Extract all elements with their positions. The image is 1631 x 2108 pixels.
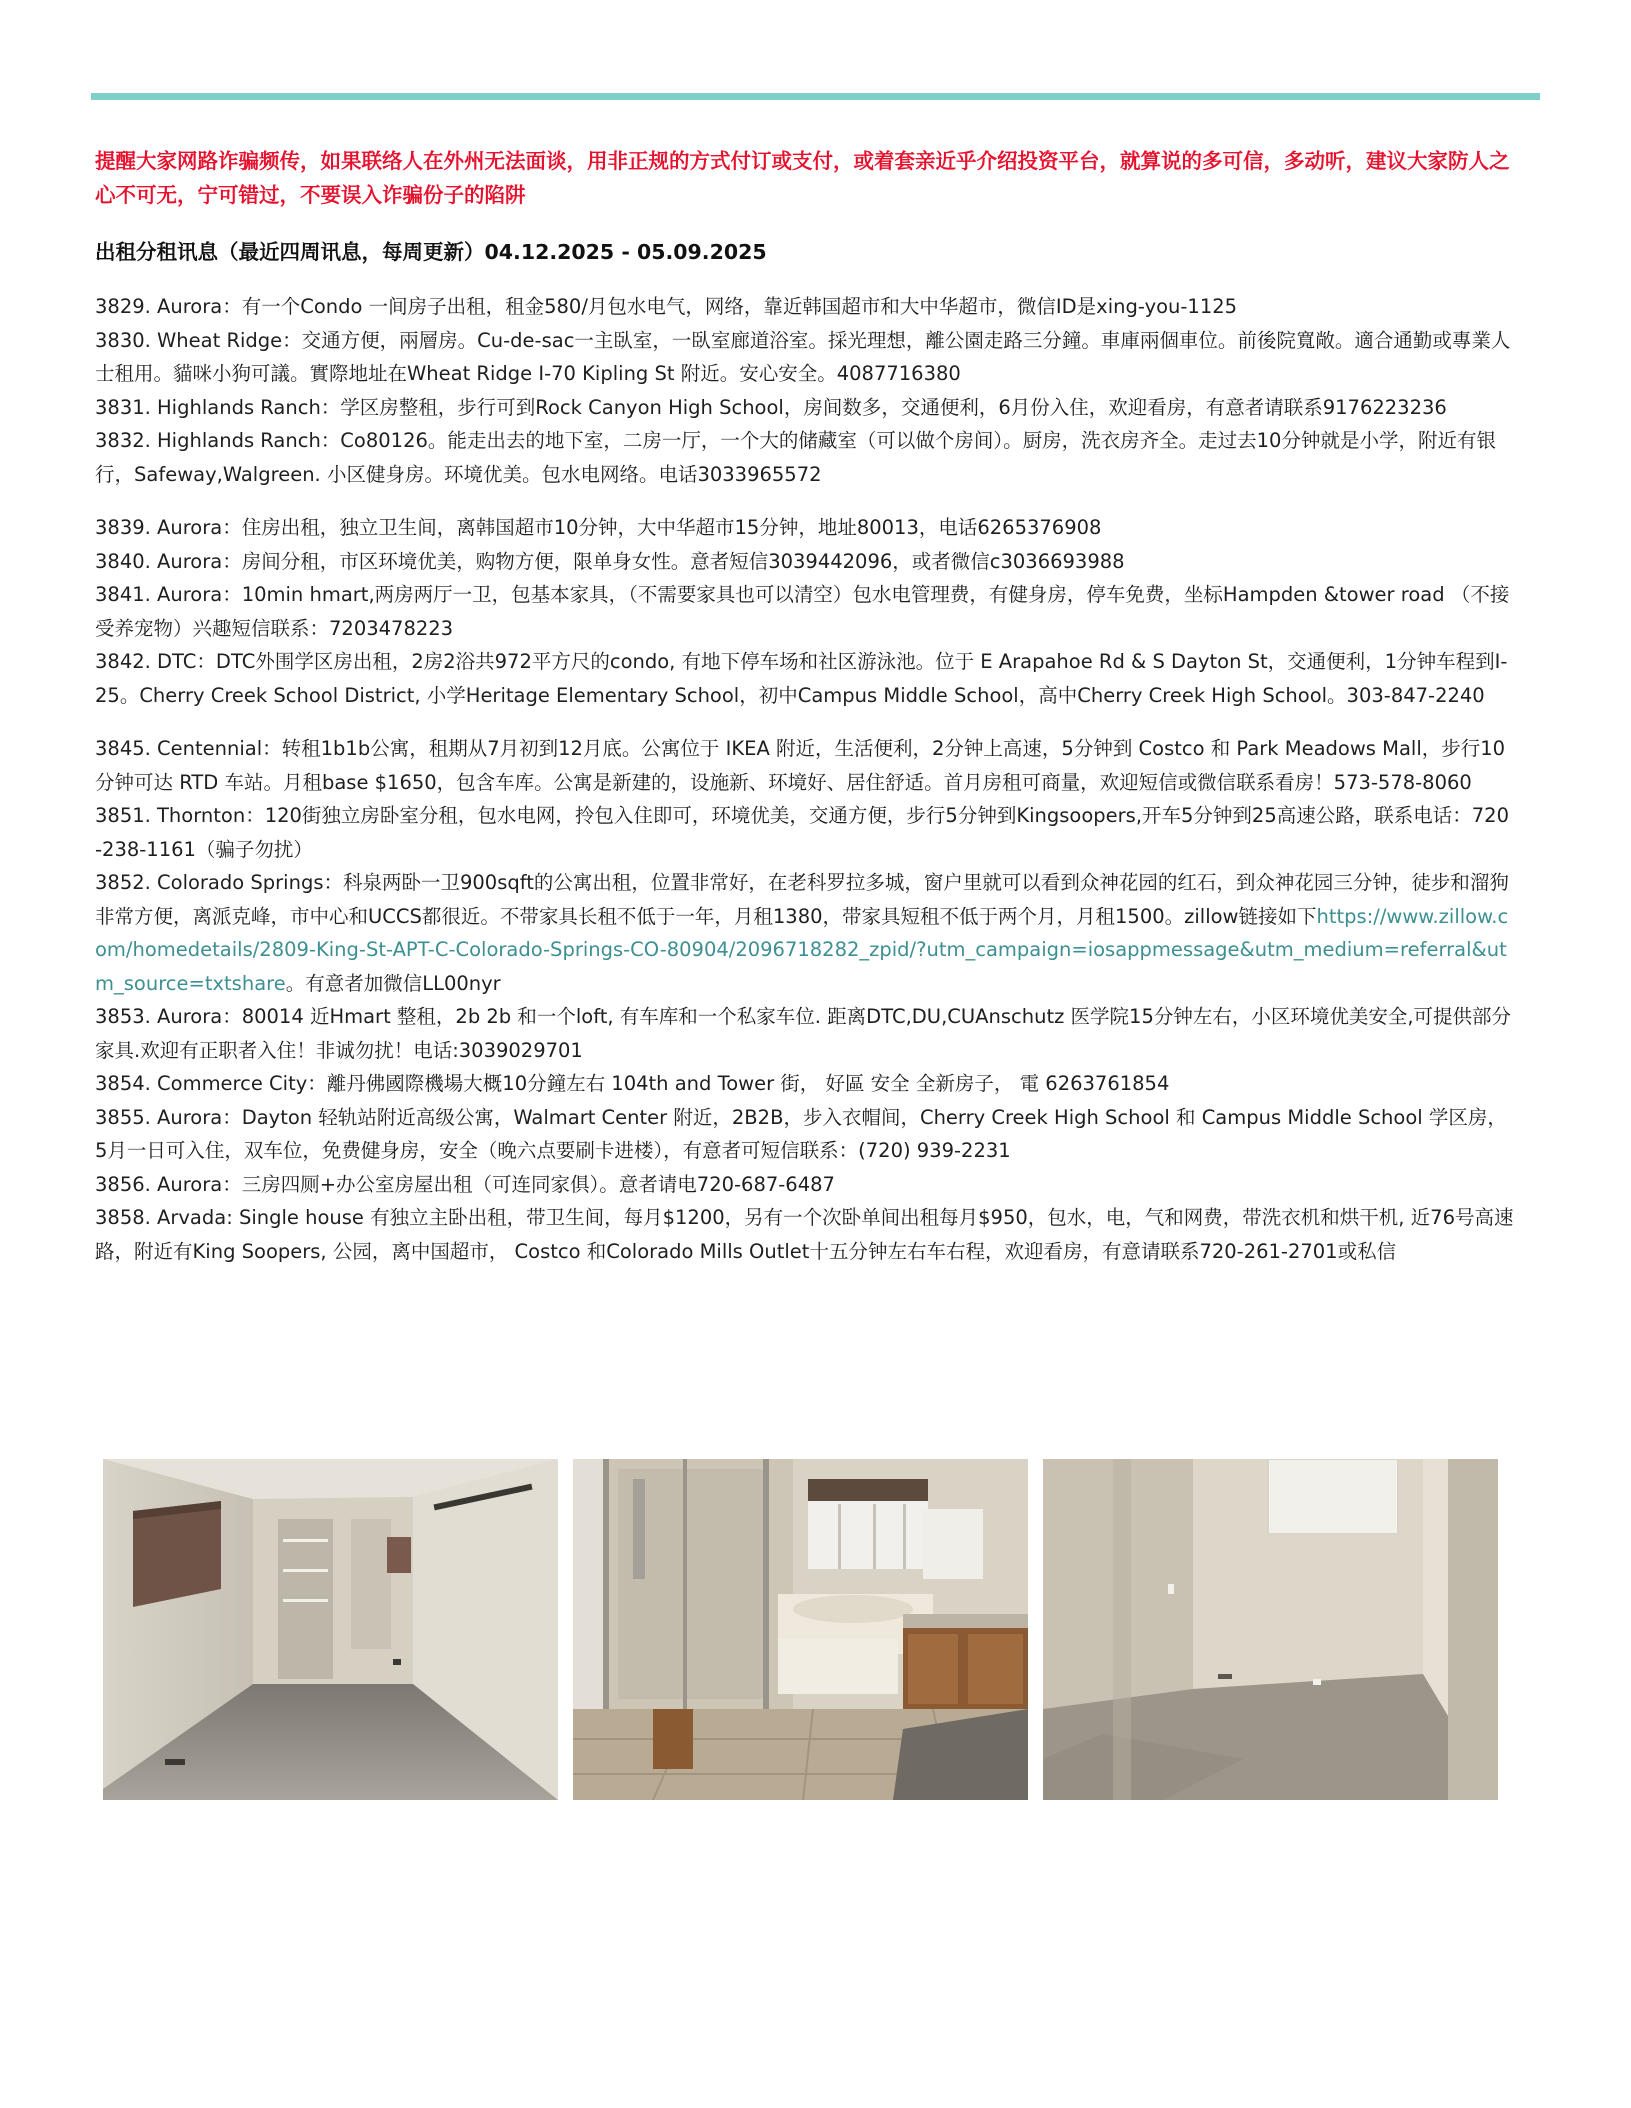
- zillow-link[interactable]: https://www.zillow.com/homedetails/2809-King-St-APT-C-Colorado-Springs-CO-80904/2096718282_zpid/?utm_campaign=iosappmessage&utm_medium=referral&utm_source=txtshare: [95, 904, 1509, 995]
- listing-text: 。有意者加微信LL00nyr: [285, 971, 501, 995]
- listing-item: 3856. Aurora：三房四厕+办公室房屋出租（可连同家俱）。意者请电720-687-6487: [95, 1172, 835, 1196]
- listing-group: [95, 290, 1515, 491]
- listing-item: 3839. Aurora：住房出租，独立卫生间，离韩国超市10分钟，大中华超市15分钟，地址80013，电话6265376908: [95, 516, 1102, 539]
- listing-item: 3858. Arvada: Single house 有独立主卧出租，带卫生间，每月$1200，另有一个次卧单间出租每月$950，包水，电，气和网费，带洗衣机和烘干机, 近76号高速路，附近有King Soopers, 公园，离中国超市， Costco 和Colorado Mills Outlet十五分钟左右车右程，欢迎看房，有意请联系720-261-2701或私信: [95, 1206, 1514, 1263]
- listing-item: 3854. Commerce City：離丹佛國際機場大概10分鐘左右 104th and Tower 街， 好區 安全 全新房子， 電 6263761854: [95, 1072, 1170, 1095]
- listing-item: 3855. Aurora：Dayton 轻轨站附近高级公寓，Walmart Center 附近，2B2B，步入衣帽间，Cherry Creek High School 和 Campus Middle School 学区房，5月一日可入住，双车位，免费健身房，安全（晚六点要刷卡进楼），有意者可短信联系：(720) 939-2231: [95, 1105, 1507, 1162]
- listing-item: 3840. Aurora：房间分租，市区环境优美，购物方便，限单身女性。意者短信3039442096，或者微信c3036693988: [95, 549, 1125, 573]
- listing-item: 3842. DTC：DTC外围学区房出租，2房2浴共972平方尺的condo, 有地下停车场和社区游泳池。位于 E Arapahoe Rd & S Dayton St，交通便利，1分钟车程到I-25。Cherry Creek School District, 小学Heritage Elementary School，初中Campus Middle School，高中Cherry Creek High School。303-847-2240: [95, 650, 1508, 707]
- room-photo: [1043, 1459, 1498, 1800]
- listing-item: 3841. Aurora：10min hmart,两房两厅一卫，包基本家具，（不需要家具也可以清空）包水电管理费，有健身房，停车免费，坐标Hampden &tower road （不接受养宠物）兴趣短信联系：7203478223: [95, 583, 1510, 640]
- listing-item: 3830. Wheat Ridge：交通方便，兩層房。Cu-de-sac一主臥室，一臥室廊道浴室。採光理想，離公園走路三分鐘。車庫兩個車位。前後院寬敞。適合通勤或專業人士租用。貓咪小狗可議。實際地址在Wheat Ridge I-70 Kipling St 附近。安心安全。4087716380: [95, 328, 1511, 385]
- bathroom-photo: [573, 1459, 1028, 1800]
- listing-group: [95, 511, 1515, 712]
- listing-item: 3831. Highlands Ranch：学区房整租，步行可到Rock Canyon High School，房间数多，交通便利，6月份入住，欢迎看房，有意者请联系9176223236: [95, 395, 1447, 419]
- bedroom-photo: [103, 1459, 558, 1800]
- listing-item: 3832. Highlands Ranch：Co80126。能走出去的地下室，二房一厅，一个大的储藏室（可以做个房间）。厨房，洗衣房齐全。走过去10分钟就是小学，附近有银行，Safeway,Walgreen. 小区健身房。环境优美。包水电网络。电话3033965572: [95, 429, 1496, 486]
- listing-item: [95, 866, 1515, 1000]
- listing-item: 3845. Centennial：转租1b1b公寓，租期从7月初到12月底。公寓位于 IKEA 附近，生活便利，2分钟上高速，5分钟到 Costco 和 Park Meadows Mall，步行10分钟可达 RTD 车站。月租base $1650，包含车库。公寓是新建的，设施新、环境好、居住舒适。首月房租可商量，欢迎短信或微信联系看房！573-578-8060: [95, 737, 1506, 794]
- listing-item: 3853. Aurora：80014 近Hmart 整租，2b 2b 和一个loft, 有车库和一个私家车位. 距离DTC,DU,CUAnschutz 医学院15分钟左右，小区环境优美安全,可提供部分家具.欢迎有正职者入住！非诚勿扰！电话:3039029701: [95, 1005, 1512, 1062]
- listing-item: 3829. Aurora：有一个Condo 一间房子出租，租金580/月包水电气，网络，靠近韩国超市和大中华超市，微信ID是xing-you-1125: [95, 295, 1238, 318]
- header-divider: [91, 93, 1540, 100]
- listing-item: 3851. Thornton：120街独立房卧室分租，包水电网，拎包入住即可，环境优美，交通方便，步行5分钟到Kingsoopers,开车5分钟到25高速公路，联系电话：720-238-1161（骗子勿扰）: [95, 804, 1509, 861]
- fraud-warning: 提醒大家网路诈骗频传，如果联络人在外州无法面谈，用非正规的方式付订或支付，或着套亲近乎介绍投资平台，就算说的多可信，多动听，建议大家防人之心不可无，宁可错过，不要误入诈骗份子的陷阱: [95, 149, 1510, 207]
- listings: [95, 290, 1515, 1288]
- listing-group: [95, 732, 1515, 1268]
- photo-gallery: [103, 1459, 1503, 1800]
- listing-text: 3852. Colorado Springs：科泉两卧一卫900sqft的公寓出租，位置非常好，在老科罗拉多城，窗户里就可以看到众神花园的红石，到众神花园三分钟，徒步和溜狗非常方便，离派克峰，市中心和UCCS都很近。不带家具长租不低于一年，月租1380，带家具短租不低于两个月，月租1500。zillow链接如下: [95, 871, 1509, 928]
- section-title: 出租分租讯息（最近四周讯息，每周更新）04.12.2025 - 05.09.2025: [95, 240, 767, 264]
